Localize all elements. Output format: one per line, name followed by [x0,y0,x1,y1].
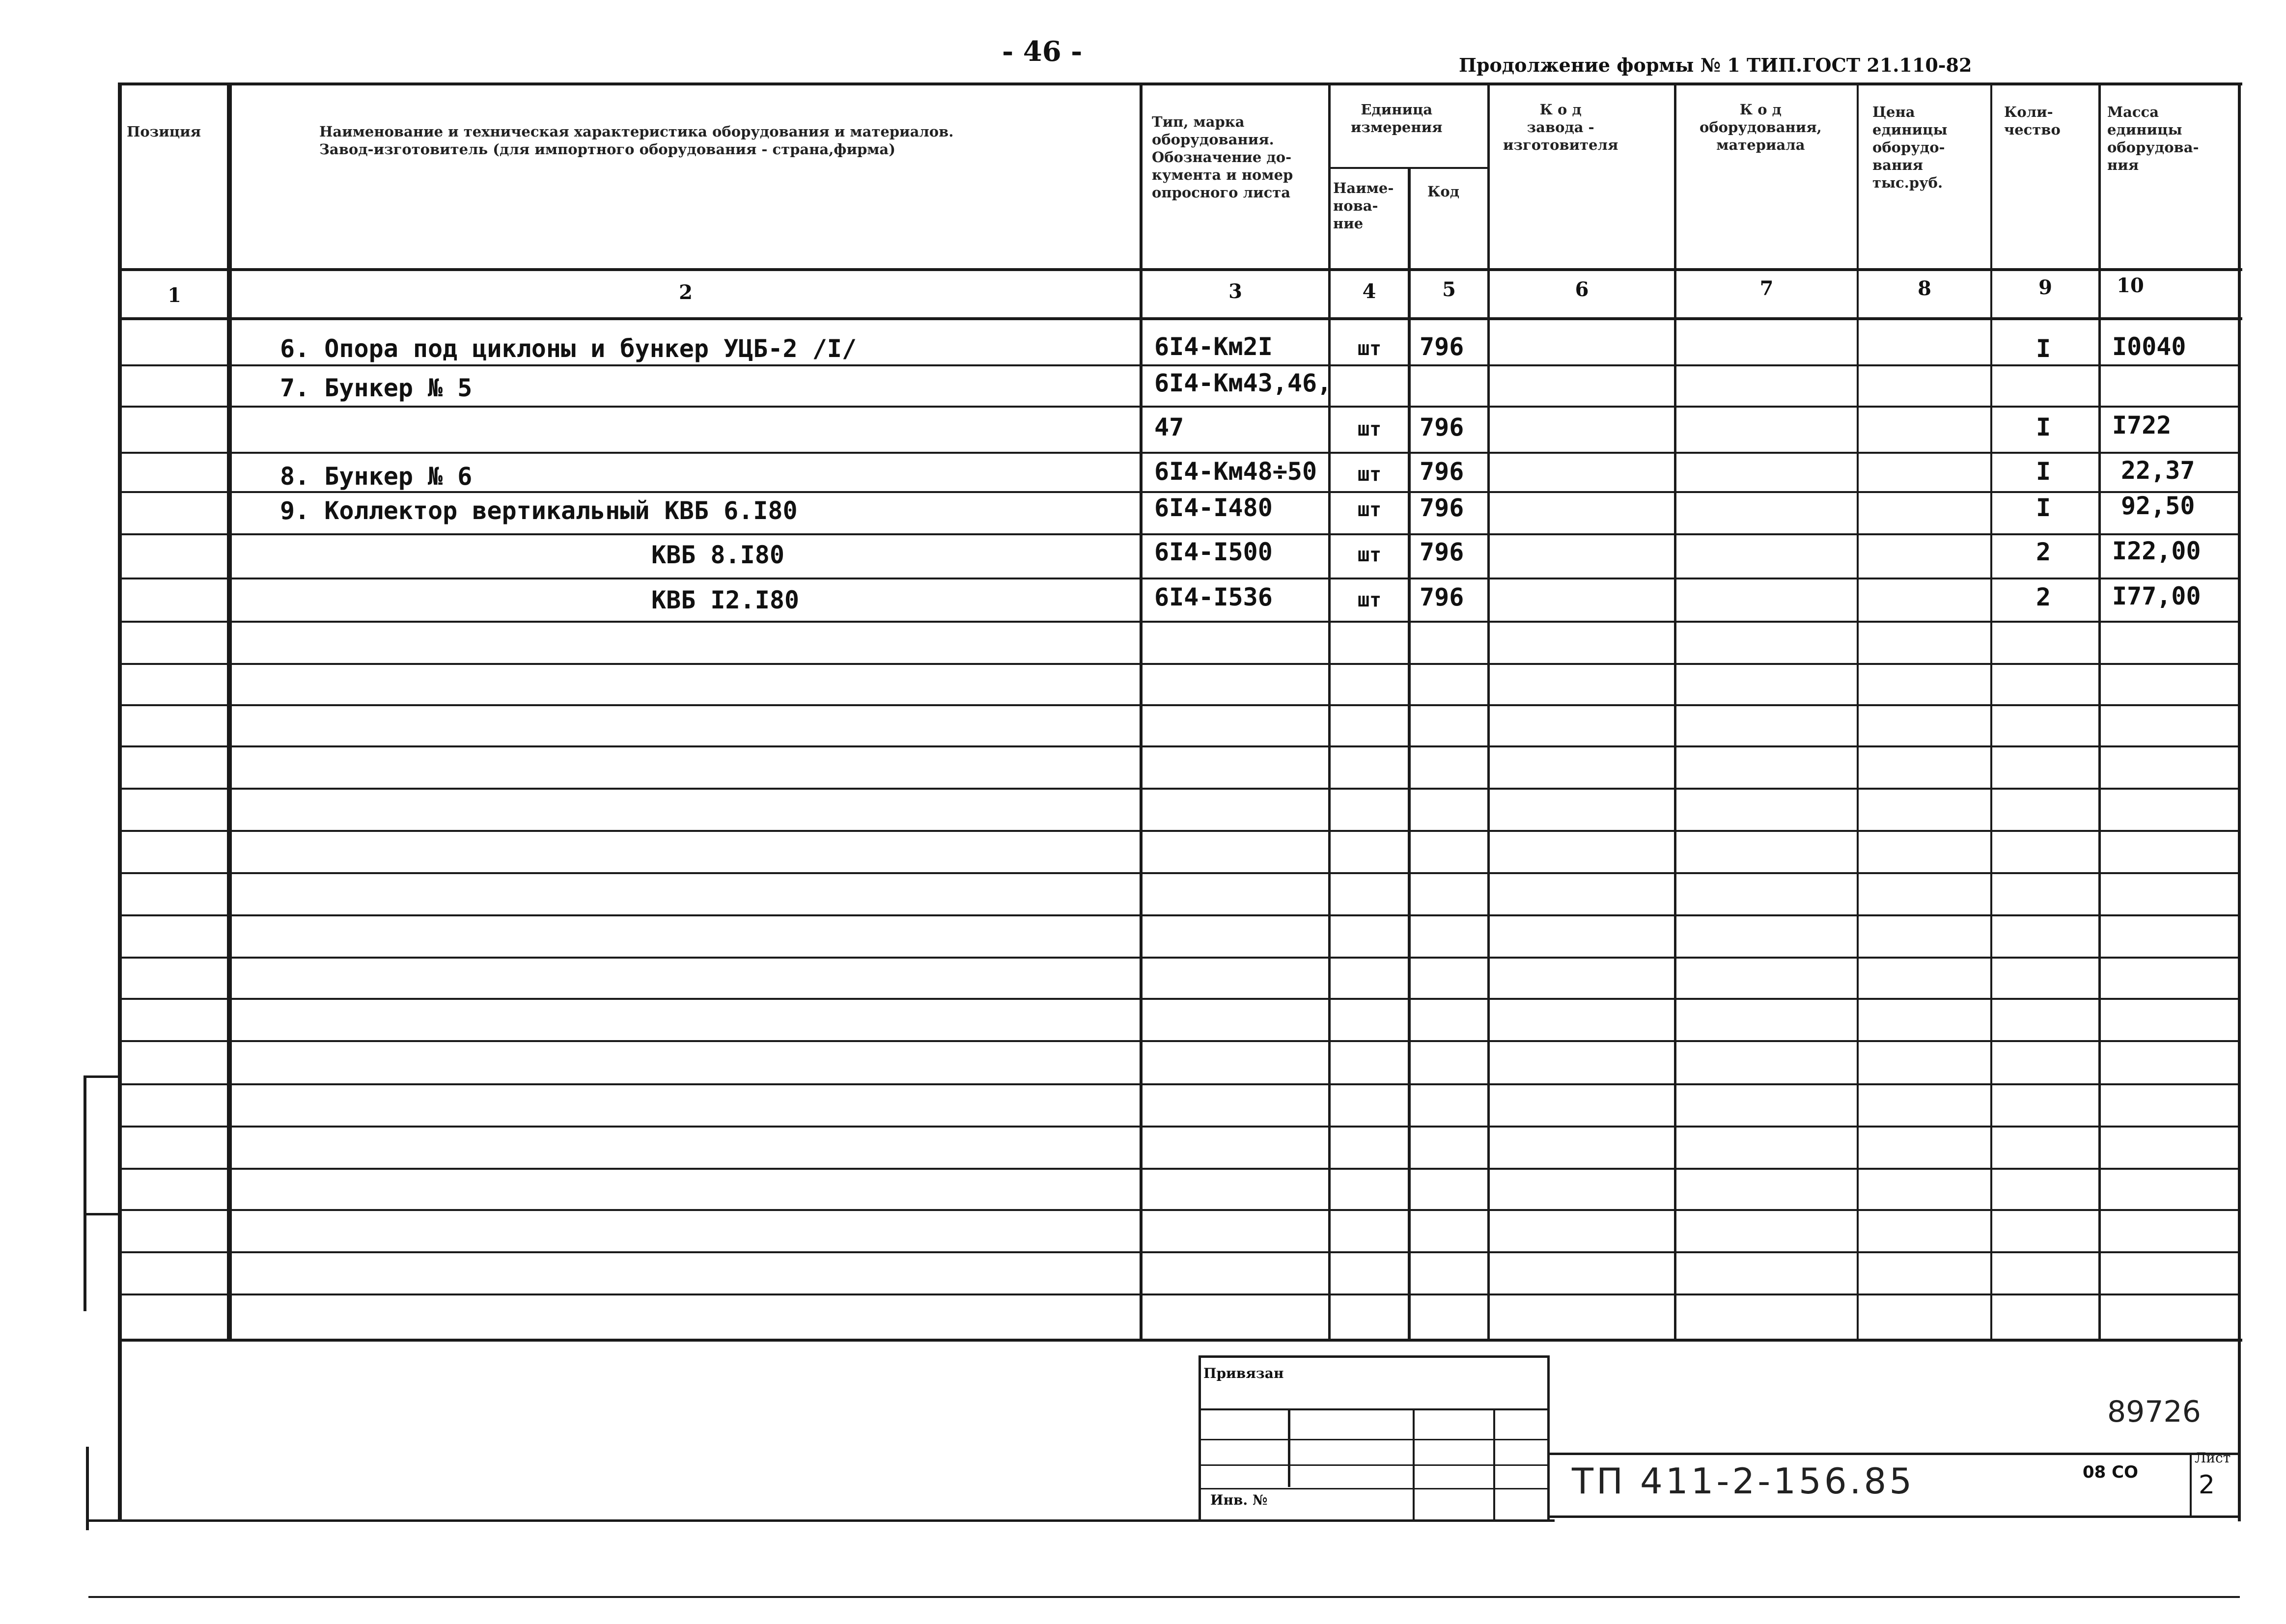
row-rule [120,914,2240,916]
col-number-5: 5 [1442,278,1456,301]
col-number-10: 10 [2117,274,2144,297]
header-equipment-code: К о д оборудования, материала [1700,101,1822,153]
stamp-frame-line [1199,1439,1549,1440]
row-rule [120,1126,2240,1128]
header-price: Цена единицы оборудо- вания тыс.руб. [1872,104,1948,191]
row-rule [120,578,2240,579]
row-type: 6I4-I480 [1154,494,1273,522]
number-row-bottom-line [120,317,2242,320]
col-line-7 [1857,83,1859,1341]
stamp-inv-no: Инв. № [1210,1492,1268,1508]
page-number: - 46 - [1002,35,1083,68]
col-number-9: 9 [2038,276,2052,299]
row-qty: I [2036,457,2051,486]
row-name: КВБ 8.I80 [651,541,784,569]
row-type: 47 [1154,413,1184,441]
stamp-doc-number: 89726 [2107,1395,2201,1429]
stamp-frame-line [1199,1408,1549,1410]
margin-mark [84,1075,86,1311]
stamp-frame-line [1547,1453,2240,1455]
col-number-7: 7 [1759,277,1774,300]
row-rule [120,957,2240,959]
stamp-frame-line [1199,1488,1549,1489]
row-code: 796 [1420,413,1464,441]
row-unit: шт [1358,589,1382,611]
margin-mark [84,1075,119,1078]
col-number-8: 8 [1918,277,1931,300]
col-line-left [118,83,122,1521]
header-quantity: Коли- чество [2004,104,2061,138]
row-rule [120,1040,2240,1042]
stamp-privyazan: Привязан [1203,1365,1284,1381]
row-mass: 92,50 [2121,492,2195,520]
header-position: Позиция [127,123,201,140]
row-rule [120,452,2240,454]
row-code: 796 [1420,457,1464,486]
col-line-2 [1140,83,1143,1341]
header-mass: Масса единицы оборудова- ния [2107,104,2199,173]
table-bottom-border [120,1339,2242,1342]
row-qty: 2 [2036,538,2051,566]
stamp-sheet-code: 08 СО [2083,1462,2139,1482]
header-plant-code: К о д завода - изготовителя [1503,101,1618,153]
row-type: 6I4-Км2I [1154,332,1273,361]
row-rule [120,406,2240,408]
row-type: 6I4-Км43,46, [1154,369,1332,397]
row-type: 6I4-I536 [1154,583,1273,611]
row-unit: шт [1358,498,1382,521]
col-line-3 [1328,83,1331,1341]
row-unit: шт [1358,544,1382,566]
margin-mark [86,1447,89,1530]
stamp-frame-line [86,1519,1555,1522]
row-type: 6I4-Км48÷50 [1154,457,1317,486]
stamp-sheet-number: 2 [2199,1470,2215,1500]
row-qty: I [2036,413,2051,441]
header-unit-group: Единица измерения [1351,101,1443,136]
header-name: Наименование и техническая характеристика оборудования и материалов. Завод-изготовитель (для импортного оборудования - страна,фирма) [319,123,954,158]
row-rule [120,1168,2240,1170]
row-code: 796 [1420,583,1464,611]
row-rule [120,704,2240,706]
col-number-2: 2 [679,281,693,304]
stamp-frame-line [1199,1464,1549,1466]
stamp-frame-line [1493,1408,1495,1520]
row-code: 796 [1420,332,1464,361]
stamp-frame-line [1547,1515,2240,1518]
row-mass: I722 [2112,411,2172,440]
row-mass: I0040 [2112,332,2186,361]
stamp-frame-line [2190,1453,2192,1516]
row-rule [120,998,2240,1000]
col-number-1: 1 [167,284,181,307]
stamp-frame-line [1199,1355,1201,1520]
stamp-sheet-label: Лист [2195,1450,2231,1466]
row-rule [120,1294,2240,1295]
col-number-6: 6 [1575,278,1589,301]
row-qty: I [2036,334,2051,363]
row-rule [120,364,2240,366]
row-rule [120,745,2240,747]
row-qty: I [2036,494,2051,522]
row-qty: 2 [2036,583,2051,611]
row-unit: шт [1358,418,1382,440]
col-number-3: 3 [1228,280,1242,303]
col-line-1 [227,83,232,1341]
header-unit-name: Наиме- нова- ние [1333,180,1394,232]
col-line-9 [2098,83,2101,1341]
col-line-8 [1990,83,1992,1341]
col-number-4: 4 [1362,280,1376,303]
stamp-frame-line [1288,1408,1290,1487]
row-name: 8. Бункер № 6 [280,462,473,491]
row-mass: 22,37 [2121,456,2195,485]
col-line-right [2238,83,2241,1521]
header-type: Тип, марка оборудования. Обозначение до- кумента и номер опросного листа [1152,113,1293,201]
row-name: 9. Коллектор вертикальный КВБ 6.I80 [280,496,798,525]
table-top-border [120,83,2242,85]
header-bottom-line [120,268,2242,271]
header-unit-code: Код [1427,183,1460,200]
stamp-designation: ТП 411-2-156.85 [1572,1460,1915,1502]
row-rule [120,872,2240,874]
margin-mark [84,1213,119,1215]
stamp-frame-line [1547,1355,1550,1520]
row-rule [120,1083,2240,1085]
row-unit: шт [1358,337,1382,360]
row-rule [120,621,2240,623]
row-unit: шт [1358,463,1382,486]
row-rule [120,1251,2240,1253]
row-rule [120,533,2240,535]
stamp-frame-line [1199,1355,1549,1358]
form-caption: Продолжение формы № 1 ТИП.ГОСТ 21.110-82 [1459,54,1972,76]
row-name: 6. Опора под циклоны и бункер УЦБ-2 /I/ [280,334,857,363]
col-line-6 [1674,83,1676,1341]
row-name: 7. Бункер № 5 [280,374,473,402]
page-bottom-rule [88,1596,2240,1598]
row-rule [120,663,2240,665]
col-line-5 [1487,83,1490,1341]
row-rule [120,830,2240,832]
row-name: КВБ I2.I80 [651,586,800,614]
row-rule [120,1209,2240,1211]
row-mass: I22,00 [2112,537,2201,565]
row-mass: I77,00 [2112,582,2201,610]
row-rule [120,788,2240,790]
row-type: 6I4-I500 [1154,538,1273,566]
stamp-frame-line [1413,1408,1415,1520]
col-line-4 [1408,167,1411,1341]
row-code: 796 [1420,494,1464,522]
row-code: 796 [1420,538,1464,566]
